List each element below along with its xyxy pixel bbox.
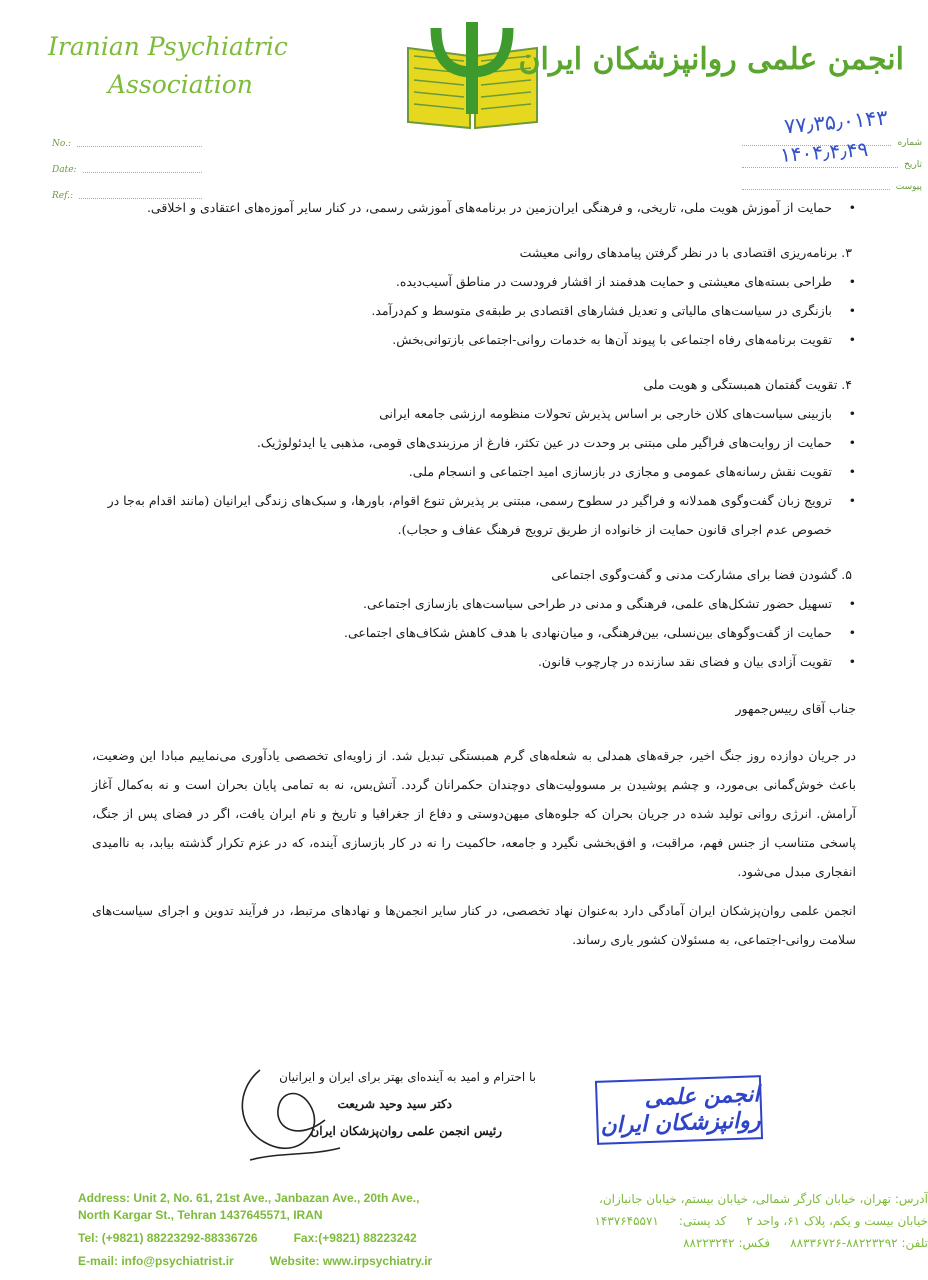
field-number-fa: شماره <box>742 126 922 148</box>
bullet-item: • حمایت از روایت‌های فراگیر ملی مبتنی بر وحدت در عین تکثر، فارغ از مرزبندی‌های قومی، مذهبی یا ایدئولوژیک. <box>256 435 856 450</box>
bullet-item: • حمایت از گفت‌وگوهای بین‌نسلی، بین‌فرهنگی، و میان‌نهادی با هدف کاهش شکاف‌های اجتماعی. <box>343 625 856 640</box>
tel-fa: تلفن: ۸۸۲۲۳۲۹۲-۸۸۳۳۶۷۲۶ <box>790 1236 928 1250</box>
signatory-name: دکتر سید وحید شریعت <box>337 1097 452 1111</box>
address-fa-line2: خیابان بیست و یکم، پلاک ۶۱، واحد ۲ <box>746 1214 928 1228</box>
footer-persian <box>518 1188 928 1254</box>
paragraph-offer: انجمن علمی روان‌پزشکان ایران آمادگی دارد به‌عنوان نهاد تخصصی، در کنار سایر انجمن‌ها و نهادهای مرتبط، در فرآیند تدوین و اجرای سیاست‌های سلامت روانی-اجتماعی، به مسئولان کشور یاری رساند. <box>92 903 856 947</box>
phone-fax-fa-row <box>518 1232 928 1254</box>
signatory-title: رئیس انجمن علمی روان‌پزشکان ایران <box>310 1124 502 1138</box>
handwritten-date: ۱۴۰۴٫۴٫۴۹ <box>779 136 869 168</box>
org-name-persian: انجمن علمی روانپزشکان ایران <box>518 42 904 77</box>
address-fa-row2 <box>518 1210 928 1232</box>
address-en-line2: North Kargar St., Tehran 1437645571, IRAN <box>78 1208 323 1222</box>
section-heading-5: ۵. گشودن فضا برای مشارکت مدنی و گفت‌وگوی اجتماعی <box>551 567 852 582</box>
stamp-text: انجمن علمی روانپزشکان ایران <box>600 1081 761 1139</box>
bullet-item: • ترویج زبان گفت‌وگوی همدلانه و فراگیر در سطوح رسمی، مبتنی بر پذیرش تنوع اقوام، باورها، و سبک‌های زندگی ایرانیان (مانند اقدام به‌جا در خصوص عدم اجرای قانون حمایت از خانواده از طریق ترویج فرهنگ عفاف و حجاب). <box>107 493 856 537</box>
website-link[interactable]: Website: www.irpsychiatry.ir <box>269 1254 433 1268</box>
org-name-en-line2: Association <box>108 70 253 99</box>
closing-line: با احترام و امید به آینده‌ای بهتر برای ایران و ایرانیان <box>279 1070 536 1084</box>
section-heading-4: ۴. تقویت گفتمان همبستگی و هویت ملی <box>643 377 852 392</box>
paragraph-war: در جریان دوازده روز جنگ اخیر، جرقه‌های همدلی به شعله‌های گرم همبستگی تبدیل شد. از زاویه‌ای تخصصی یادآوری می‌نماییم مبادا این وضعیت، باعث خوش‌گمانی بی‌مورد، و چشم پوشیدن بر مسوولیت‌های دوچندان حکمرانان گردد. آتش‌بس، نه به تمامی پایان بحران است و نه به‌کمال آغاز آرامش. انرژی روانی تولید شده در جریان بحران که جلوه‌های میهن‌دوستی و دفاع از جغرافیا و تاریخ و نام ایران یافت، اگر در فضای پس از جنگ، پاسخی متناسب از جنس فهم، مراقبت، و افق‌بخشی نگیرد و جامعه، حاکمیت را نه در کار بازسازی آینده، که در عزم تکرار گذشته بیابد، به ناامیدی انفجاری مبدل می‌شود. <box>92 748 856 879</box>
org-name-en-line1: Iranian Psychiatric <box>48 32 288 61</box>
bullet-item: • بازنگری در سیاست‌های مالیاتی و تعدیل فشارهای اقتصادی بر طبقه‌ی متوسط و کم‌درآمد. <box>371 303 856 318</box>
section-heading-3: ۳. برنامه‌ریزی اقتصادی با در نظر گرفتن پیامدهای روانی معیشت <box>519 245 852 260</box>
address-en-line1: Address: Unit 2, No. 61, 21st Ave., Janbazan Ave., 20th Ave., <box>78 1191 420 1205</box>
handwritten-number: ۷۷٫۳۵٫۰۱۴۳ <box>783 105 889 139</box>
footer-english <box>78 1190 498 1270</box>
org-stamp <box>595 1075 763 1145</box>
bullet-item: • طراحی بسته‌های معیشتی و حمایت هدفمند از اقشار فرودست در مناطق آسیب‌دیده. <box>395 274 856 289</box>
postcode: ۱۴۳۷۶۴۵۵۷۱ <box>594 1214 659 1228</box>
postcode-label: کد پستی: <box>678 1214 727 1228</box>
fax-en: Fax:(+9821) 88223242 <box>293 1231 417 1245</box>
field-attach-fa: پیوست <box>742 170 922 192</box>
email-link[interactable]: E-mail: info@psychiatrist.ir <box>78 1254 234 1268</box>
bullet-item: • بازبینی سیاست‌های کلان خارجی بر اساس پذیرش تحولات منظومه ارزشی جامعه ایرانی <box>379 406 856 421</box>
fax-fa: فکس: ۸۸۲۲۳۲۴۲ <box>683 1236 771 1250</box>
field-no: No.: <box>52 123 202 149</box>
salutation: جناب آقای رییس‌جمهور <box>735 701 856 716</box>
bullet-item: • حمایت از آموزش هویت ملی، تاریخی، و فرهنگی ایران‌زمین در برنامه‌های آموزشی رسمی، در کنار سایر آموزه‌های اعتقادی و اخلاقی. <box>146 200 856 215</box>
org-name-english <box>48 28 318 104</box>
email-web-row <box>78 1253 498 1270</box>
letter-body <box>92 193 856 954</box>
tel-en: Tel: (+9821) 88223292-88336726 <box>78 1231 258 1245</box>
bullet-item: • تقویت آزادی بیان و فضای نقد سازنده در چارچوب قانون. <box>537 654 856 669</box>
bullet-item: • تقویت نقش رسانه‌های عمومی و مجازی در بازسازی امید اجتماعی و انسجام ملی. <box>408 464 856 479</box>
reference-fields-english <box>52 123 202 201</box>
bullet-item: • تسهیل حضور تشکل‌های علمی، فرهنگی و مدنی در طراحی سیاست‌های بازسازی اجتماعی. <box>363 596 856 611</box>
field-ref: Ref.: <box>52 175 202 201</box>
field-date: Date: <box>52 149 202 175</box>
field-date-fa: تاریخ <box>742 148 922 170</box>
phone-fax-row <box>78 1230 498 1247</box>
bullet-item: • تقویت برنامه‌های رفاه اجتماعی با پیوند آن‌ها به خدمات روانی-اجتماعی بازتوانی‌بخش. <box>392 332 856 347</box>
signature-icon <box>230 1060 350 1170</box>
address-fa-line1: آدرس: تهران، خیابان کارگر شمالی، خیابان بیستم، خیابان جانبازان، <box>598 1192 928 1206</box>
